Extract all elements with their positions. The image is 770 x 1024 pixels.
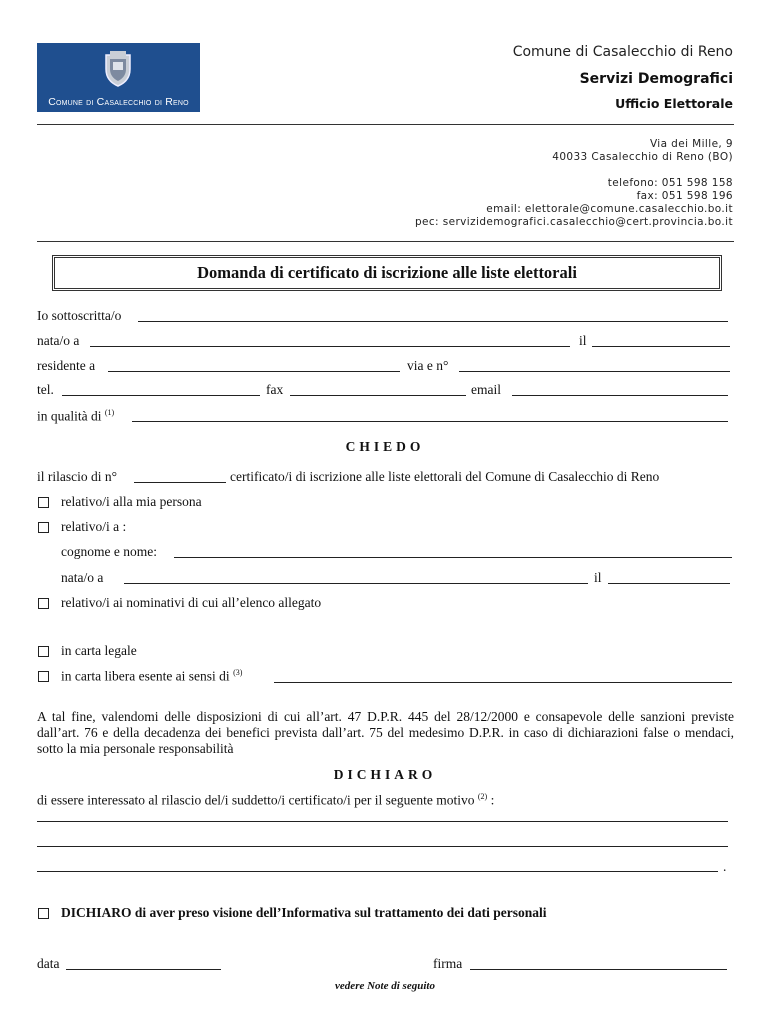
field-sottoscritto[interactable] (138, 321, 728, 322)
label-email: email (471, 382, 501, 397)
field-residente[interactable] (108, 371, 400, 372)
label-qualita (37, 408, 114, 425)
field-cognome-nome[interactable] (174, 557, 732, 558)
pec-link[interactable]: pec: servizidemografici.casalecchio@cert.provincia.bo.it (414, 216, 733, 228)
label-persona: relativo/i alla mia persona (61, 494, 202, 509)
label-elenco: relativo/i ai nominativi di cui all’elenco allegato (61, 595, 322, 610)
field-motivo-1[interactable] (37, 821, 728, 822)
servizi-demografici: Servizi Demografici (579, 71, 733, 87)
address-block (552, 138, 733, 164)
label-fax: fax (266, 382, 284, 397)
motivo-text: di essere interessato al rilascio del/i suddetto/i certificato/i per il seguente motivo (37, 792, 475, 808)
ufficio-elettorale: Ufficio Elettorale (615, 96, 733, 111)
note-2-ref: (2) (477, 792, 488, 801)
comune-logo (37, 43, 200, 112)
checkbox-informativa[interactable] (38, 908, 49, 919)
address-street: Via dei Mille, 9 (649, 138, 733, 150)
field-num-certificati[interactable] (134, 482, 226, 483)
coat-of-arms-icon (98, 49, 138, 89)
checkbox-persona[interactable] (38, 497, 49, 508)
label-data: data (37, 956, 60, 971)
field-motivo-3[interactable] (37, 871, 718, 872)
header-divider-2 (37, 241, 734, 242)
email-link[interactable]: email: elettorale@comune.casalecchio.bo.it (486, 203, 733, 215)
label-carta-legale: in carta legale (61, 643, 137, 658)
address-city: 40033 Casalecchio di Reno (BO) (552, 151, 733, 163)
carta-libera-text: in carta libera esente ai sensi di (61, 668, 230, 684)
label-residente: residente a (37, 358, 96, 373)
label-relativo: relativo/i a : (61, 519, 127, 534)
heading-dichiaro: DICHIARO (333, 767, 437, 782)
field-email[interactable] (512, 395, 728, 396)
label-sottoscritto: Io sottoscritta/o (37, 308, 122, 323)
field-via[interactable] (459, 371, 730, 372)
checkbox-carta-legale[interactable] (38, 646, 49, 657)
field-firma[interactable] (470, 969, 727, 970)
label-motivo (37, 792, 494, 809)
footer-note: vedere Note di seguito (335, 980, 435, 992)
comune-name: Comune di Casalecchio di Reno (512, 44, 733, 60)
logo-text: Comune di Casalecchio di Reno (48, 96, 189, 108)
fax: fax: 051 598 196 (636, 190, 733, 202)
field-nato-a[interactable] (90, 346, 570, 347)
note-3-ref: (3) (233, 668, 243, 677)
checkbox-elenco[interactable] (38, 598, 49, 609)
field-relativo-data[interactable] (608, 583, 730, 584)
motivo-colon: : (490, 792, 495, 808)
label-rilascio-suffix: certificato/i di iscrizione alle liste elettorali del Comune di Casalecchio di Reno (230, 469, 660, 484)
field-data[interactable] (66, 969, 221, 970)
field-relativo-nato-a[interactable] (124, 583, 588, 584)
qualita-text: in qualità di (37, 408, 102, 424)
contact-block (415, 177, 733, 229)
form-title: Domanda di certificato di iscrizione alle liste elettorali (197, 263, 577, 282)
label-carta-libera (61, 668, 242, 685)
label-relativo-il: il (594, 570, 602, 585)
form-title-box (52, 255, 722, 291)
field-fax[interactable] (290, 395, 466, 396)
checkbox-relativo[interactable] (38, 522, 49, 533)
note-1-ref: (1) (104, 408, 115, 417)
label-il: il (579, 333, 587, 348)
label-nato-a: nata/o a (37, 333, 80, 348)
header-divider (37, 124, 734, 125)
label-via: via e n° (407, 358, 449, 373)
label-rilascio: il rilascio di n° (37, 469, 118, 484)
label-firma: firma (433, 956, 463, 971)
field-data-nascita[interactable] (592, 346, 730, 347)
motivo-period: . (723, 859, 727, 874)
heading-chiedo: CHIEDO (345, 439, 425, 454)
field-esenzione[interactable] (274, 682, 732, 683)
field-qualita[interactable] (132, 421, 728, 422)
field-motivo-2[interactable] (37, 846, 728, 847)
label-tel: tel. (37, 382, 54, 397)
dichiarazione-paragraph: A tal fine, valendomi delle disposizioni di cui all’art. 47 D.P.R. 445 del 28/12/2000 e consapevole delle sanzioni previste dall’art. 76 e della decadenza dei benefici prevista dall’art. 75 del medesimo D.P.R. in caso di dichiarazioni false o mendaci, sotto la mia personale responsabilità (37, 709, 734, 756)
field-tel[interactable] (62, 395, 260, 396)
phone: telefono: 051 598 158 (607, 177, 733, 189)
label-relativo-nato-a: nata/o a (61, 570, 104, 585)
label-informativa: DICHIARO di aver preso visione dell’Informativa sul trattamento dei dati personali (61, 905, 547, 920)
checkbox-carta-libera[interactable] (38, 671, 49, 682)
label-cognome-nome: cognome e nome: (61, 544, 157, 559)
